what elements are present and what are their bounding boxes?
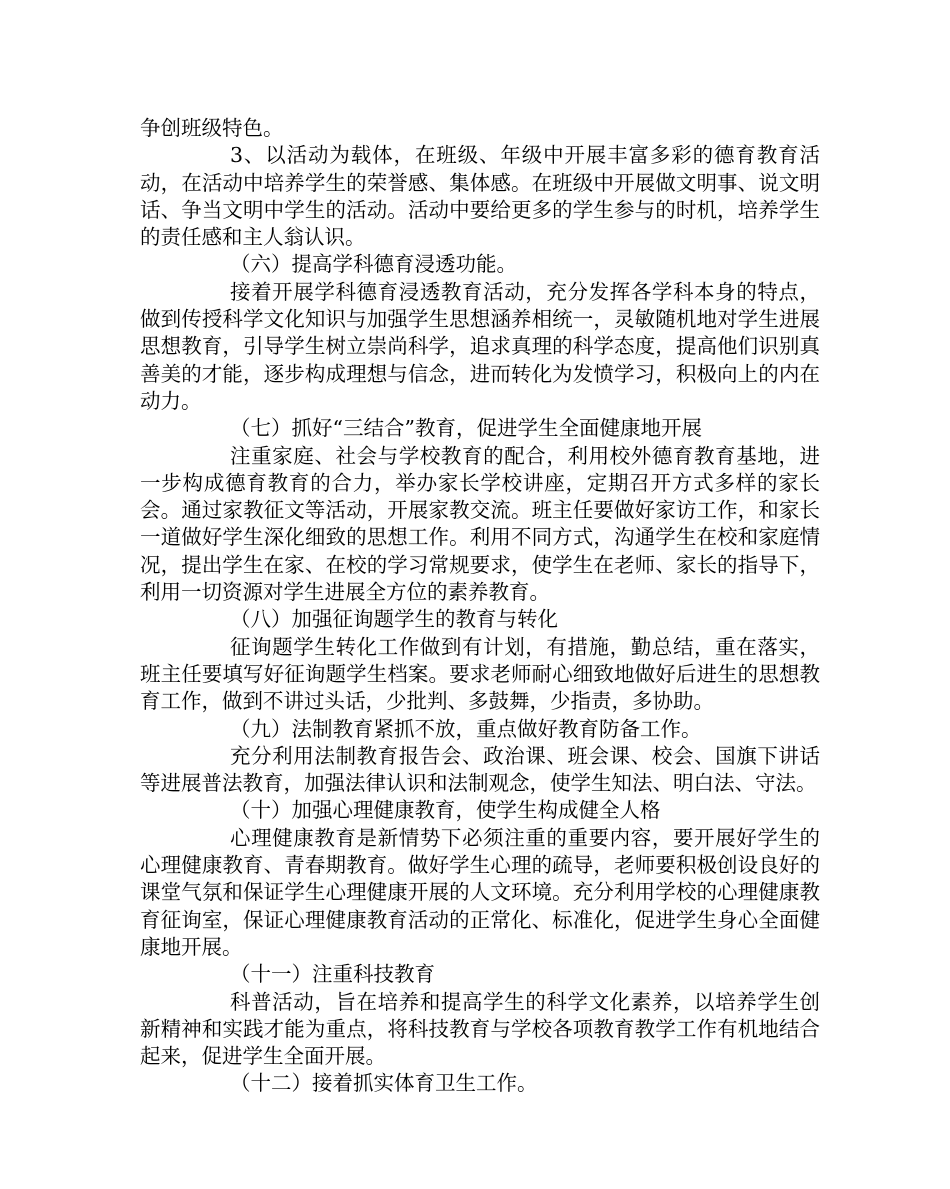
paragraph: 科普活动，旨在培养和提高学生的科学文化素养，以培养学生创新精神和实践才能为重点，将科技教育与学校各项教育教学工作有机地结合起来，促进学生全面开展。 [140, 989, 820, 1069]
section-heading: （六）提高学科德育浸透功能。 [230, 252, 517, 277]
section-heading: （七）抓好“三结合”教育，促进学生全面健康地开展 [230, 416, 702, 441]
document-body [140, 115, 820, 1098]
paragraph: 心理健康教育是新情势下必须注重的重要内容，要开展好学生的心理健康教育、青春期教育。做好学生心理的疏导，老师要积极创设良好的课堂气氛和保证学生心理健康开展的人文环境。充分利用学校的心理健康教育征询室，保证心理健康教育活动的正常化、标准化，促进学生身心全面健康地开展。 [140, 825, 820, 959]
section-heading: （十）加强心理健康教育，使学生构成健全人格 [230, 798, 661, 823]
paragraph: 3、以活动为载体，在班级、年级中开展丰富多彩的德育教育活动，在活动中培养学生的荣誉感、集体感。在班级中开展做文明事、说文明话、争当文明中学生的活动。活动中要给更多的学生参与的时机，培养学生的责任感和主人翁认识。 [140, 143, 820, 250]
paragraph: 充分利用法制教育报告会、政治课、班会课、校会、国旗下讲话等进展普法教育，加强法律认识和法制观念，使学生知法、明白法、守法。 [140, 743, 820, 796]
paragraph: 接着开展学科德育浸透教育活动，充分发挥各学科本身的特点，做到传授科学文化知识与加强学生思想涵养相统一，灵敏随机地对学生进展思想教育，引导学生树立崇尚科学，追求真理的科学态度，提高他们识别真善美的才能，逐步构成理想与信念，进而转化为发愤学习，积极向上的内在动力。 [140, 279, 820, 413]
paragraph: 征询题学生转化工作做到有计划，有措施，勤总结，重在落实，班主任要填写好征询题学生档案。要求老师耐心细致地做好后进生的思想教育工作，做到不讲过头话，少批判、多鼓舞，少指责，多协助。 [140, 634, 820, 714]
paragraph: 注重家庭、社会与学校教育的配合，利用校外德育教育基地，进一步构成德育教育的合力，举办家长学校讲座，定期召开方式多样的家长会。通过家教征文等活动，开展家教交流。班主任要做好家访工作，和家长一道做好学生深化细致的思想工作。利用不同方式，沟通学生在校和家庭情况，提出学生在家、在校的学习常规要求，使学生在老师、家长的指导下，利用一切资源对学生进展全方位的素养教育。 [140, 443, 820, 605]
paragraph: 争创班级特色。 [140, 116, 284, 140]
section-heading: （九）法制教育紧抓不放，重点做好教育防备工作。 [230, 716, 702, 741]
section-heading: （十二）接着抓实体育卫生工作。 [230, 1071, 538, 1096]
section-heading: （十一）注重科技教育 [230, 962, 435, 987]
section-heading: （八）加强征询题学生的教育与转化 [230, 607, 558, 632]
